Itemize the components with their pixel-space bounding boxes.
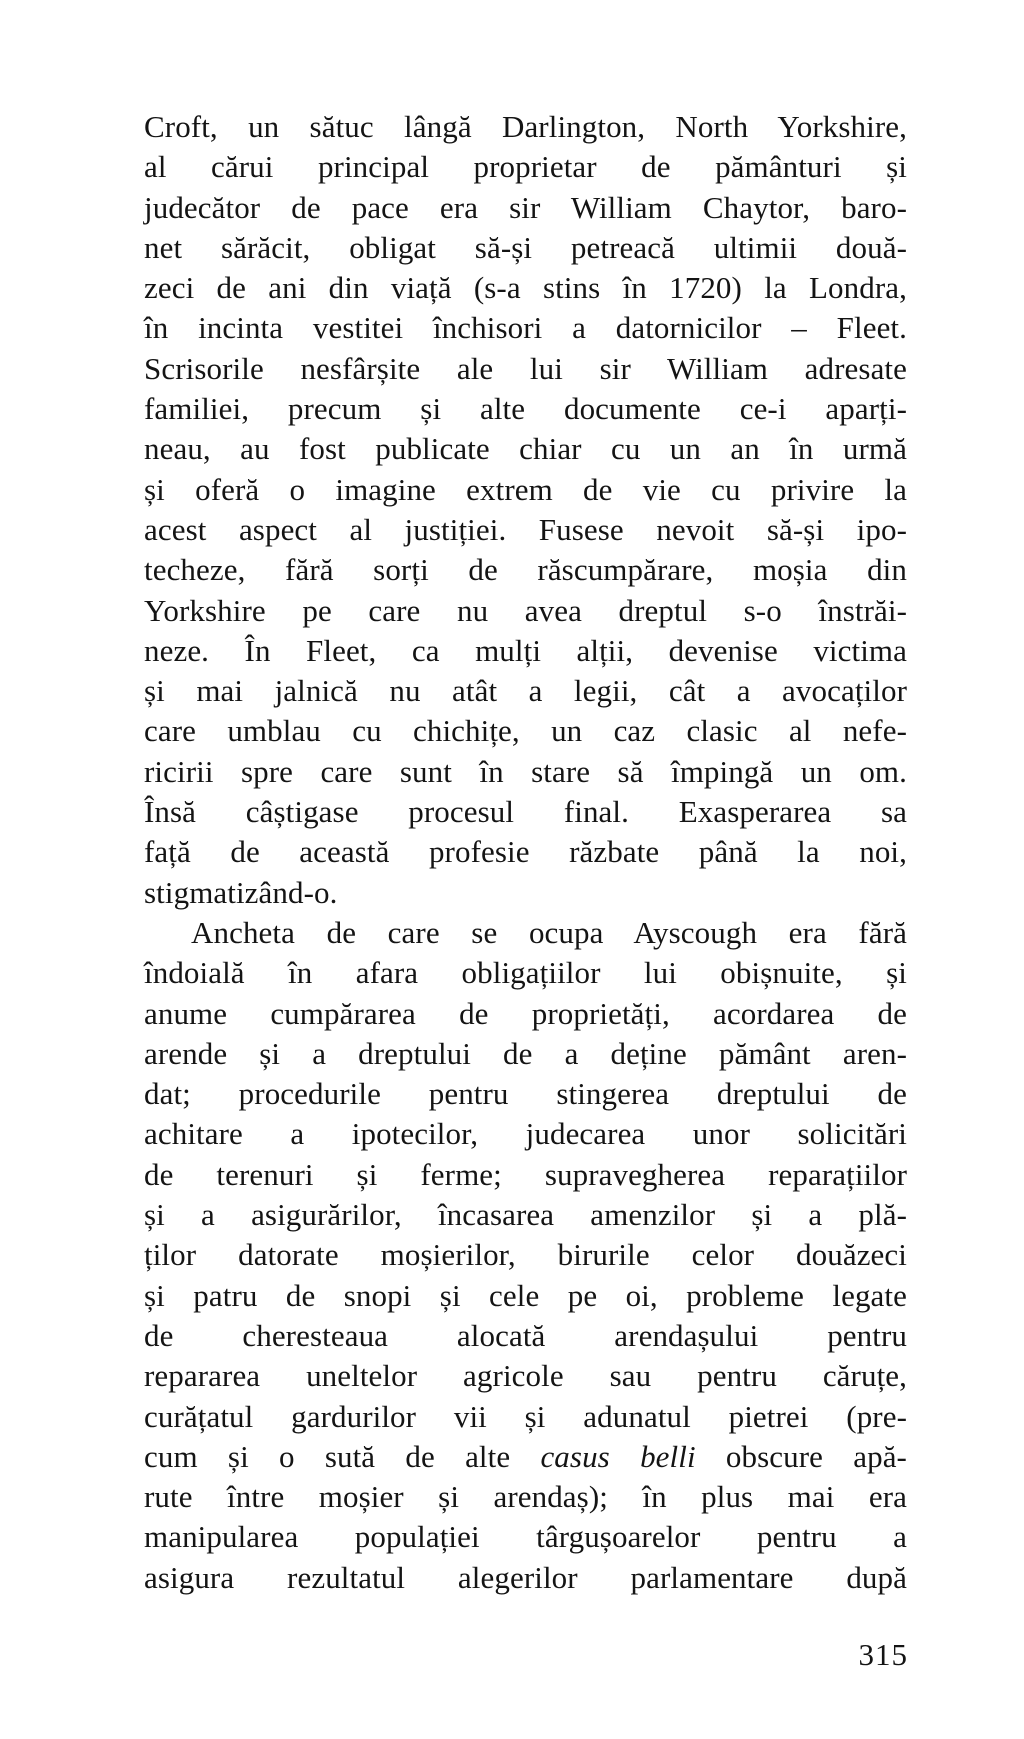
text-segment: Scrisorile nesfârșite ale lui sir William adresate [144, 350, 907, 386]
text-line [144, 873, 907, 913]
text-segment: manipularea populației târgușoarelor pentru a [144, 1519, 907, 1555]
text-line [144, 1437, 907, 1477]
text-segment: asigura rezultatul alegerilor parlamentare după [144, 1559, 907, 1595]
text-segment: și patru de snopi și cele pe oi, probleme legate [144, 1277, 907, 1313]
text-segment: cum și o sută de alte [144, 1438, 541, 1474]
text-line [144, 470, 907, 510]
text-segment: ricirii spre care sunt în stare să împingă un om. [144, 753, 907, 789]
text-segment: neze. În Fleet, ca mulți alții, devenise victima [144, 632, 907, 668]
text-line [144, 1276, 907, 1316]
text-segment: în incinta vestitei închisori a datornicilor – Fleet. [144, 310, 907, 346]
text-segment: și oferă o imagine extrem de vie cu privire la [144, 471, 907, 507]
text-segment: față de această profesie răzbate până la noi, [144, 834, 907, 870]
paragraph [144, 913, 907, 1598]
text-segment: anume cumpărarea de proprietăți, acordarea de [144, 995, 907, 1031]
text-line [144, 1074, 907, 1114]
text-line [144, 671, 907, 711]
text-line [144, 953, 907, 993]
text-line [144, 832, 907, 872]
text-line [144, 1034, 907, 1074]
text-line [144, 107, 907, 147]
text-segment: repararea uneltelor agricole sau pentru căruțe, [144, 1358, 907, 1394]
page-text [144, 107, 907, 1598]
text-segment: familiei, precum și alte documente ce-i aparți- [144, 391, 907, 427]
text-line [144, 1477, 907, 1517]
text-line [144, 1235, 907, 1275]
text-line [144, 1155, 907, 1195]
text-segment: curățatul gardurilor vii și adunatul pietrei (pre- [144, 1398, 907, 1434]
text-segment: Ancheta de care se ocupa Ayscough era fără [191, 914, 907, 950]
text-line [144, 389, 907, 429]
text-line [144, 752, 907, 792]
text-segment: achitare a ipotecilor, judecarea unor solicitări [144, 1116, 907, 1152]
text-line [144, 349, 907, 389]
text-segment: ților datorate moșierilor, birurile celor douăzeci [144, 1237, 907, 1273]
text-line [144, 1517, 907, 1557]
text-line [144, 268, 907, 308]
text-segment: îndoială în afara obligațiilor lui obișnuite, și [144, 955, 907, 991]
text-segment: neau, au fost publicate chiar cu un an în urmă [144, 431, 907, 467]
text-segment: care umblau cu chichițe, un caz clasic al nefe- [144, 713, 907, 749]
text-line [144, 591, 907, 631]
text-line [144, 1114, 907, 1154]
text-line [144, 913, 907, 953]
text-segment: și mai jalnică nu atât a legii, cât a avocaților [144, 673, 907, 709]
italic-text-segment: casus belli [540, 1438, 696, 1474]
text-segment: rute între moșier și arendaș); în plus mai era [144, 1479, 907, 1515]
page-number: 315 [858, 1637, 908, 1672]
text-line [144, 1316, 907, 1356]
text-line [144, 1195, 907, 1235]
text-segment: al cărui principal proprietar de pământuri și [144, 149, 907, 185]
text-line [144, 1558, 907, 1598]
text-line [144, 792, 907, 832]
text-line [144, 188, 907, 228]
paragraph [144, 107, 907, 913]
text-segment: judecător de pace era sir William Chaytor, baro- [144, 189, 907, 225]
text-segment: zeci de ani din viață (s-a stins în 1720) la Londra, [144, 270, 907, 306]
text-line [144, 711, 907, 751]
text-line [144, 308, 907, 348]
text-line [144, 147, 907, 187]
text-line [144, 429, 907, 469]
text-segment: Yorkshire pe care nu avea dreptul s-o înstrăi- [144, 592, 907, 628]
text-segment: de cheresteaua alocată arendașului pentru [144, 1317, 907, 1353]
text-segment: Însă câștigase procesul final. Exasperarea sa [144, 794, 907, 830]
text-segment: dat; procedurile pentru stingerea dreptului de [144, 1076, 907, 1112]
text-line [144, 1397, 907, 1437]
text-segment: techeze, fără sorți de răscumpărare, moșia din [144, 552, 907, 588]
text-segment: Croft, un sătuc lângă Darlington, North Yorkshire, [144, 109, 907, 144]
text-line [144, 1356, 907, 1396]
text-line [144, 228, 907, 268]
text-line [144, 631, 907, 671]
text-line [144, 994, 907, 1034]
text-segment: și a asigurărilor, încasarea amenzilor și a plă- [144, 1197, 907, 1233]
text-segment: stigmatizând-o. [144, 874, 338, 910]
text-segment: net sărăcit, obligat să-și petreacă ultimii două- [144, 229, 907, 265]
text-segment: arende și a dreptului de a deține pământ aren- [144, 1035, 907, 1071]
text-segment: obscure apă- [695, 1438, 907, 1474]
text-segment: acest aspect al justiției. Fusese nevoit să-și ipo- [144, 511, 907, 547]
text-segment: de terenuri și ferme; supravegherea reparațiilor [144, 1156, 907, 1192]
text-line [144, 510, 907, 550]
text-line [144, 550, 907, 590]
